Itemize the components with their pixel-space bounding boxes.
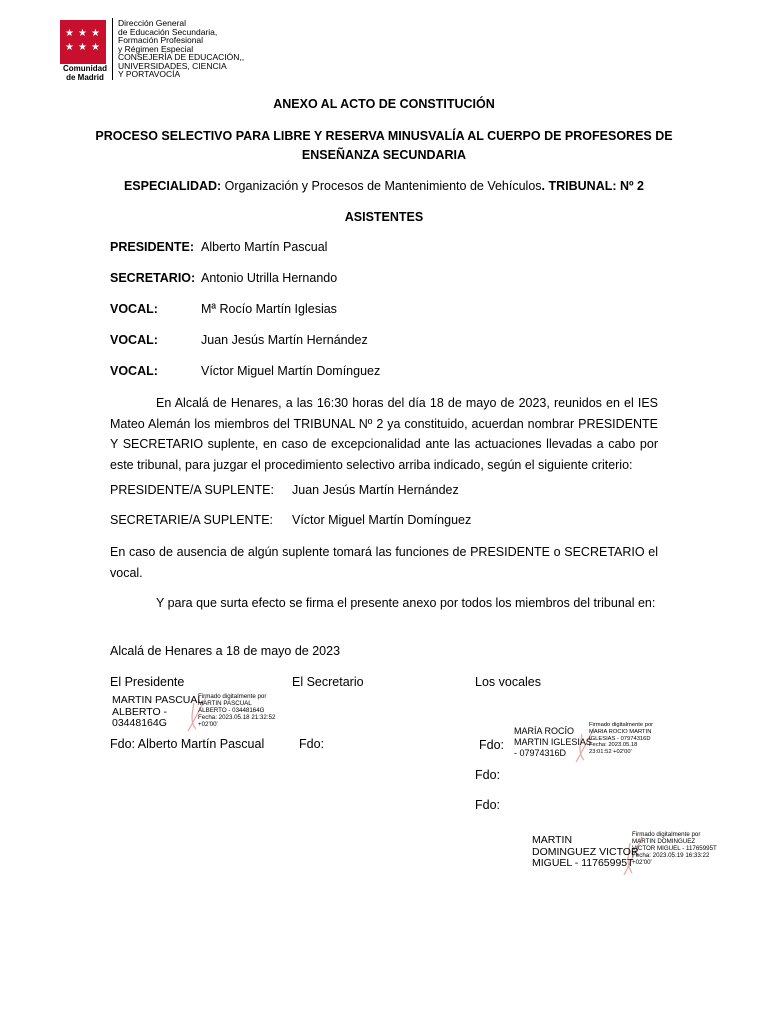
document-title: ANEXO AL ACTO DE CONSTITUCIÓN bbox=[273, 97, 495, 111]
substitute-role: PRESIDENTE/A SUPLENTE: bbox=[110, 483, 274, 497]
member-name: Antonio Utrilla Hernando bbox=[201, 271, 338, 285]
substitute-name: Juan Jesús Martín Hernández bbox=[292, 483, 459, 497]
vocal-1-digital-signature[interactable] bbox=[514, 722, 674, 766]
president-signed-by: Fdo: Alberto Martín Pascual bbox=[110, 737, 265, 751]
closing-paragraph: Y para que surta efecto se firma el presente anexo por todos los miembros del tribunal en: bbox=[156, 596, 656, 610]
member-name: Mª Rocío Martín Iglesias bbox=[201, 302, 337, 316]
signature-details: Firmado digitalmente por MARTIN DOMINGUEZ VICTOR MIGUEL - 11765995T Fecha: 2023.05.19 16:33:22 +02'00' bbox=[632, 831, 717, 866]
president-column-label: El Presidente bbox=[110, 675, 185, 689]
member-role: VOCAL: bbox=[110, 364, 158, 378]
member-name: Víctor Miguel Martín Domínguez bbox=[201, 364, 381, 378]
agreement-paragraph: En Alcalá de Henares, a las 16:30 horas del día 18 de mayo de 2023, reunidos en el IES Mateo Alemán los miembros del TRIBUNAL Nº 2 ya constituido, acuerdan nombrar PRESIDENTE Y SECRETARIO suplente, en caso de excepcionalidad ante las actuaciones llevadas a cabo por este tribunal, para juzgar el procedimiento selectivo arriba indicado, según el siguiente criterio: bbox=[110, 396, 658, 472]
substitute-name: Víctor Miguel Martín Domínguez bbox=[292, 513, 472, 527]
president-digital-signature[interactable] bbox=[112, 693, 282, 735]
signature-signer-name: MARTIN DOMINGUEZ VICTOR MIGUEL - 11765995T bbox=[532, 834, 639, 869]
specialty-value: Organización y Procesos de Mantenimiento de Vehículos bbox=[221, 179, 542, 193]
tribunal-label: . TRIBUNAL: Nº 2 bbox=[541, 179, 645, 193]
secretary-column-label: El Secretario bbox=[292, 675, 364, 689]
specialty-line bbox=[0, 177, 768, 196]
place-date: Alcalá de Henares a 18 de mayo de 2023 bbox=[110, 644, 341, 658]
vocal-signed-by: Fdo: bbox=[475, 768, 501, 782]
attendees-heading: ASISTENTES bbox=[344, 210, 424, 224]
member-role: VOCAL: bbox=[110, 333, 158, 347]
member-role: PRESIDENTE: bbox=[110, 240, 195, 254]
signature-details: Firmado digitalmente por MARTIN PASCUAL ALBERTO - 03448164G Fecha: 2023.05.18 21:32:52 +02'00' bbox=[198, 693, 276, 728]
absence-paragraph: En caso de ausencia de algún suplente tomará las funciones de PRESIDENTE o SECRETARIO el vocal. bbox=[110, 545, 658, 580]
document-subtitle-line-1: PROCESO SELECTIVO PARA LIBRE Y RESERVA MINUSVALÍA AL CUERPO DE PROFESORES DE bbox=[95, 129, 673, 143]
secretary-signed-by: Fdo: bbox=[299, 737, 325, 751]
vocals-column-label: Los vocales bbox=[475, 675, 542, 689]
comunidad-madrid-logo: ★ ★ ★ ★ ★ ★ bbox=[60, 20, 106, 64]
vocal-signed-by: Fdo: bbox=[479, 738, 505, 752]
logo-caption: Comunidad de Madrid bbox=[63, 64, 107, 82]
document-subtitle-line-2: ENSEÑANZA SECUNDARIA bbox=[301, 148, 467, 162]
vocal-2-digital-signature[interactable] bbox=[532, 831, 732, 879]
member-role: SECRETARIO: bbox=[110, 271, 196, 285]
member-role: VOCAL: bbox=[110, 302, 158, 316]
member-name: Alberto Martín Pascual bbox=[201, 240, 328, 254]
substitute-role: SECRETARIE/A SUPLENTE: bbox=[110, 513, 274, 527]
member-name: Juan Jesús Martín Hernández bbox=[201, 333, 368, 347]
department-name: Dirección General de Educación Secundaria, Formación Profesional y Régimen Especial CONSEJERÍA DE EDUCACIÓN,, UNIVERSIDADES, CIENCIA Y PORTAVOCÍA bbox=[118, 18, 245, 79]
signature-signer-name: MARTIN PASCUAL ALBERTO - 03448164G bbox=[112, 694, 204, 729]
logo-divider bbox=[112, 18, 113, 80]
signature-signer-name: MARÍA ROCÍO MARTIN IGLESIAS - 07974316D bbox=[514, 726, 592, 758]
specialty-label: ESPECIALIDAD: bbox=[123, 179, 222, 193]
signature-details: Firmado digitalmente por MARIA ROCIO MARTIN IGLESIAS - 07974316D Fecha: 2023.05.18 23:01:52 +02'00' bbox=[589, 722, 654, 756]
vocal-signed-by: Fdo: bbox=[475, 798, 501, 812]
